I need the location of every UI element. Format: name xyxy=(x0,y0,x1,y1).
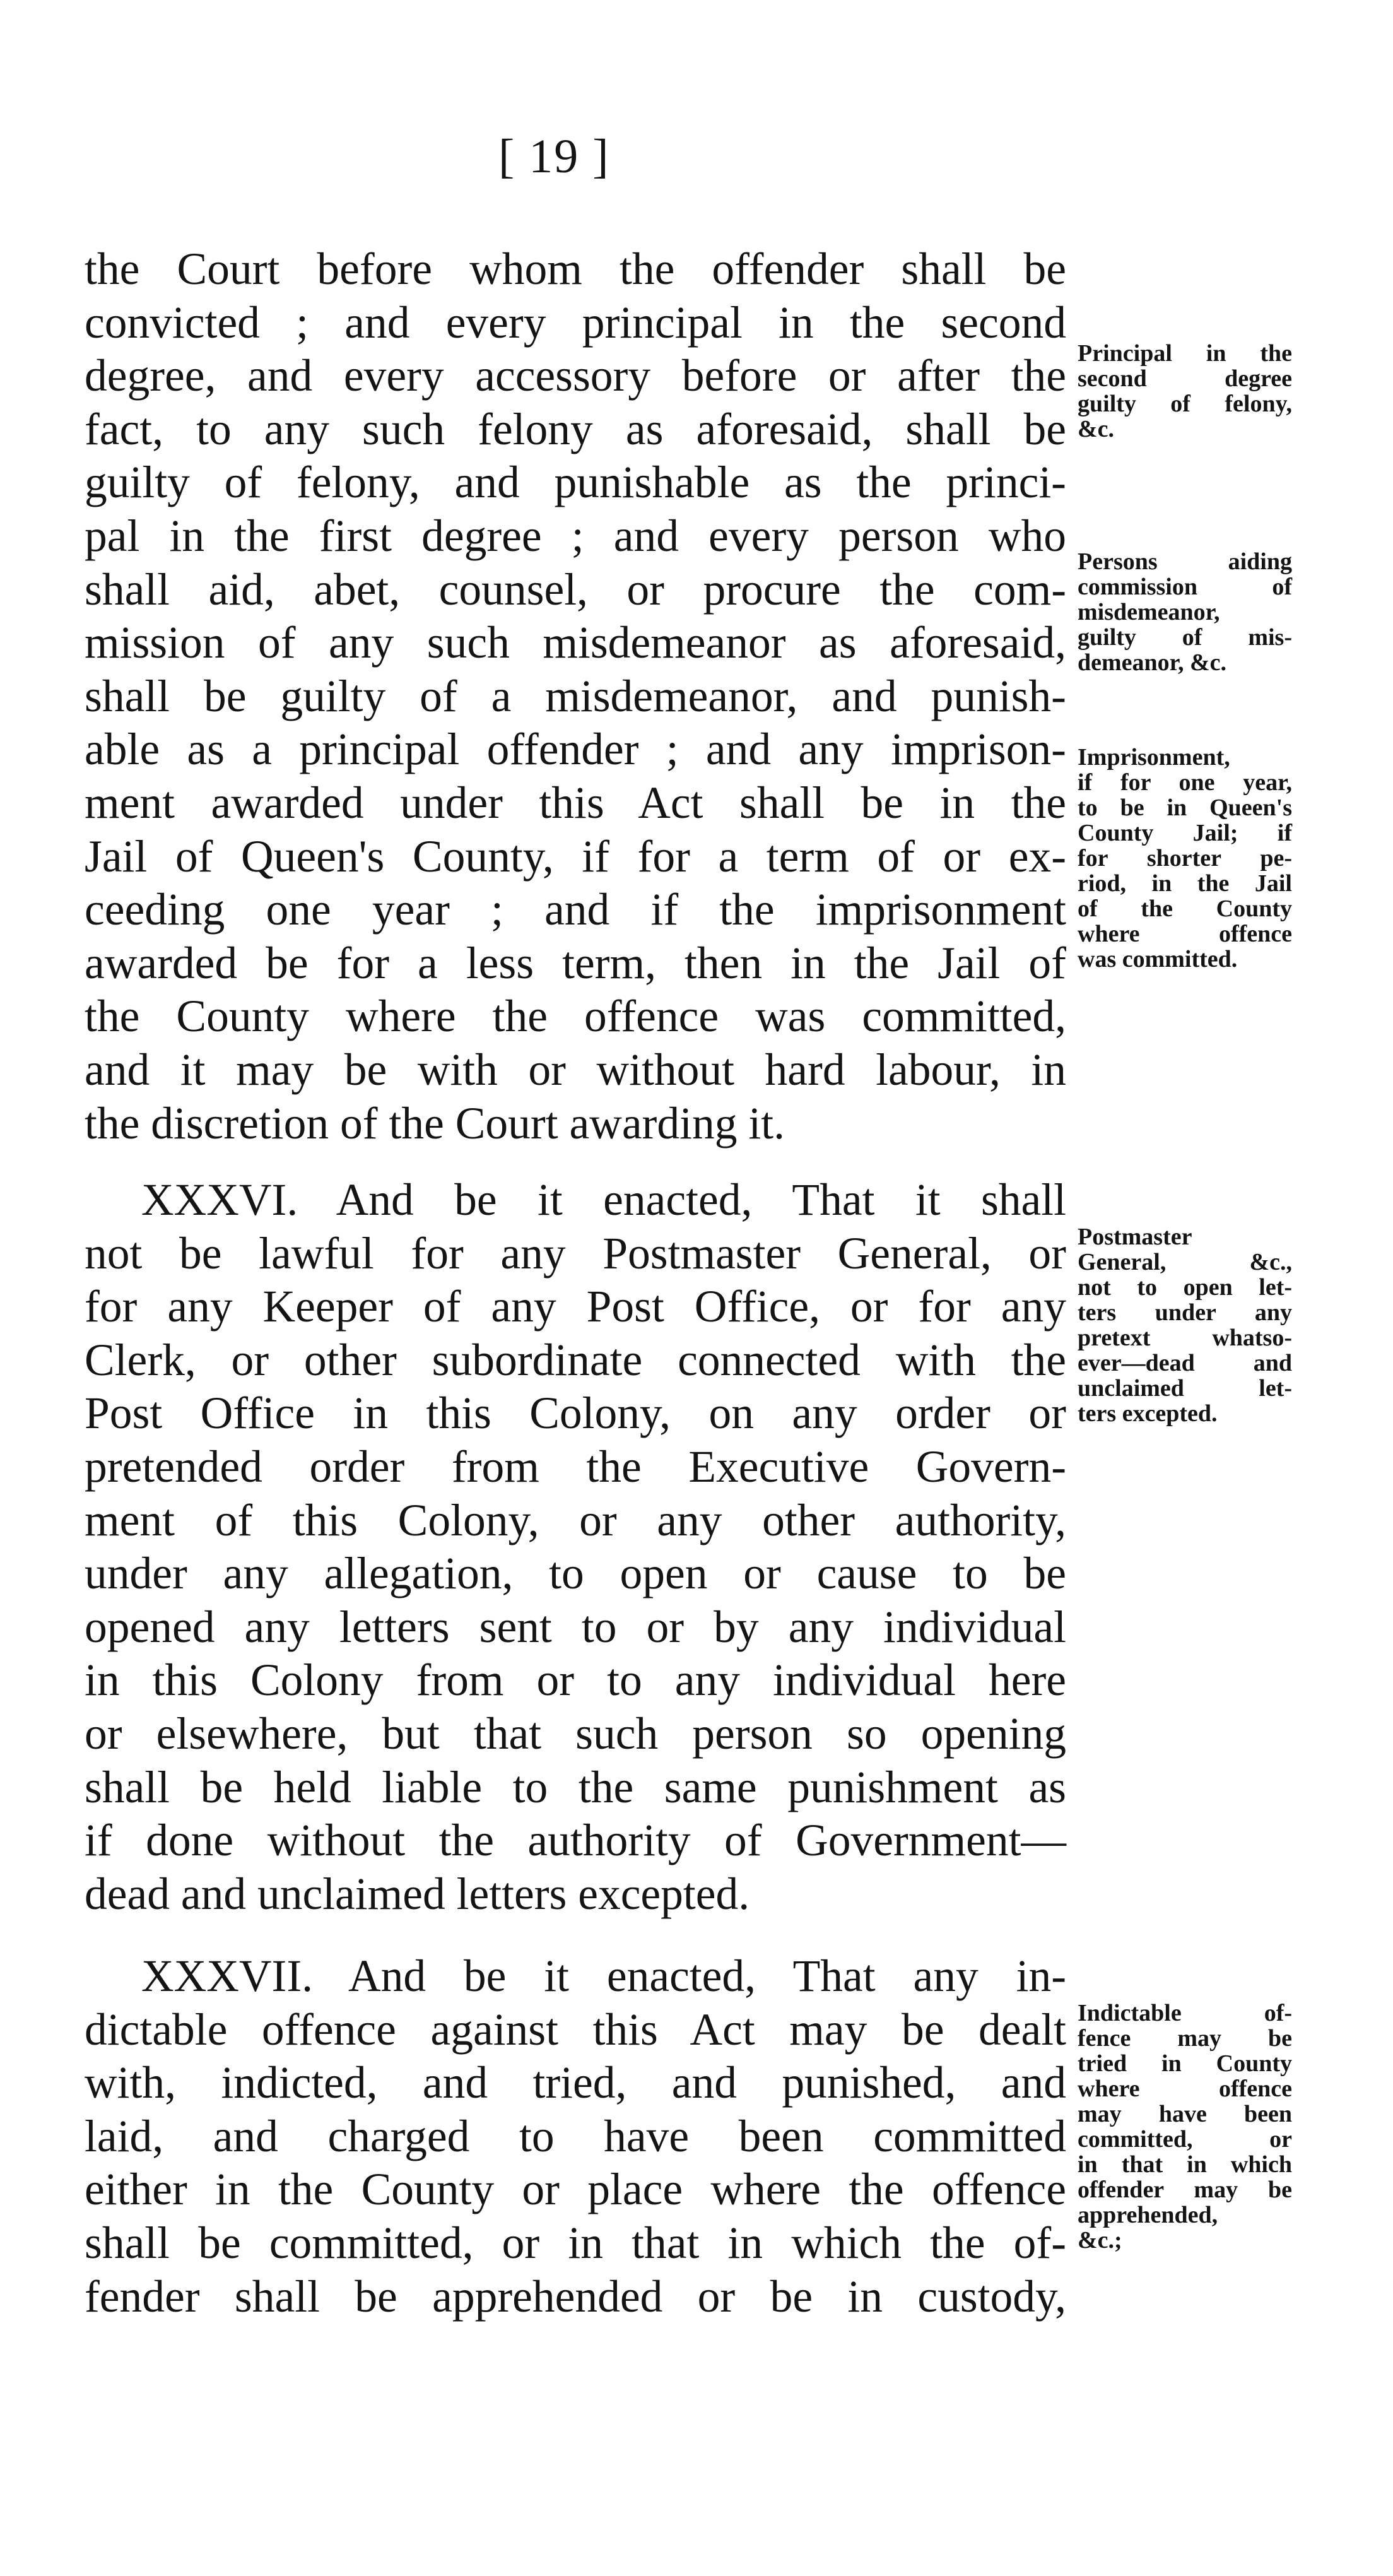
text-line: dictable offence against this Act may be dealt xyxy=(85,2004,1066,2055)
text-line: shall be committed, or in that in which the of- xyxy=(85,2218,1066,2268)
section-xxxvii xyxy=(85,1950,1066,2324)
margin-line: not to open let- xyxy=(1078,1274,1292,1301)
text-line: ment of this Colony, or any other authority, xyxy=(85,1495,1066,1545)
margin-line: &c. xyxy=(1078,416,1115,442)
page-number: [ 19 ] xyxy=(498,130,610,183)
text-line: shall be guilty of a misdemeanor, and punish- xyxy=(85,671,1066,721)
section-heading-line: XXXVI. And be it enacted, That it shall xyxy=(141,1175,1066,1225)
margin-line: where offence xyxy=(1078,921,1292,947)
margin-line: ters excepted. xyxy=(1078,1400,1218,1427)
margin-line: Postmaster xyxy=(1078,1224,1192,1250)
text-line: Clerk, or other subordinate connected with the xyxy=(85,1335,1066,1385)
margin-note-principal xyxy=(1078,341,1292,442)
margin-line: County Jail; if xyxy=(1078,820,1292,846)
text-line: dead and unclaimed letters excepted. xyxy=(85,1869,750,1919)
margin-note-indictable xyxy=(1078,2000,1292,2253)
margin-line: apprehended, xyxy=(1078,2202,1218,2228)
margin-line: pretext whatso- xyxy=(1078,1325,1292,1351)
text-line: under any allegation, to open or cause to be xyxy=(85,1549,1066,1599)
margin-line: second degree xyxy=(1078,365,1292,392)
text-line: in this Colony from or to any individual here xyxy=(85,1655,1066,1706)
margin-line: guilty of felony, xyxy=(1078,391,1292,417)
margin-line: to be in Queen's xyxy=(1078,795,1292,821)
margin-line: was committed. xyxy=(1078,946,1238,972)
text-line: and it may be with or without hard labour, in xyxy=(85,1044,1066,1095)
text-line: guilty of felony, and punishable as the princi- xyxy=(85,458,1066,508)
text-line: awarded be for a less term, then in the Jail of xyxy=(85,938,1066,988)
margin-line: committed, or xyxy=(1078,2126,1292,2153)
text-line: opened any letters sent to or by any individual xyxy=(85,1602,1066,1652)
section-xxxvi xyxy=(85,1174,1066,1921)
margin-line: offender may be xyxy=(1078,2177,1292,2203)
text-line: degree, and every accessory before or after the xyxy=(85,351,1066,401)
margin-line: Principal in the xyxy=(1078,340,1292,367)
margin-line: &c.; xyxy=(1078,2227,1122,2254)
margin-note-imprisonment xyxy=(1078,745,1292,972)
margin-line: Indictable of- xyxy=(1078,2000,1292,2026)
text-line: mission of any such misdemeanor as aforesaid, xyxy=(85,618,1066,668)
margin-line: riod, in the Jail xyxy=(1078,870,1292,897)
margin-note-persons-aiding xyxy=(1078,549,1292,675)
margin-line: may have been xyxy=(1078,2101,1292,2127)
text-line: shall aid, abet, counsel, or procure the com- xyxy=(85,564,1066,615)
text-line: pal in the first degree ; and every person who xyxy=(85,511,1066,561)
text-line: if done without the authority of Government— xyxy=(85,1816,1066,1866)
margin-line: tried in County xyxy=(1078,2050,1292,2077)
margin-line: fence may be xyxy=(1078,2025,1292,2052)
text-line: the County where the offence was committed, xyxy=(85,991,1066,1042)
text-line: Jail of Queen's County, if for a term of or ex- xyxy=(85,831,1066,882)
text-line: shall be held liable to the same punishment as xyxy=(85,1762,1066,1812)
text-line: for any Keeper of any Post Office, or for any xyxy=(85,1282,1066,1332)
margin-line: demeanor, &c. xyxy=(1078,649,1227,676)
margin-line: unclaimed let- xyxy=(1078,1375,1292,1402)
margin-line: commission of xyxy=(1078,574,1292,600)
text-line: the Court before whom the offender shall be xyxy=(85,244,1066,294)
margin-line: if for one year, xyxy=(1078,769,1292,796)
text-line: pretended order from the Executive Govern- xyxy=(85,1441,1066,1492)
text-line: Post Office in this Colony, on any order or xyxy=(85,1388,1066,1439)
text-line: fact, to any such felony as aforesaid, shall be xyxy=(85,404,1066,454)
margin-line: in that in which xyxy=(1078,2151,1292,2178)
margin-line: Imprisonment, xyxy=(1078,744,1230,771)
margin-line: ever—dead and xyxy=(1078,1350,1292,1376)
text-line: or elsewhere, but that such person so opening xyxy=(85,1708,1066,1759)
text-line: laid, and charged to have been committed xyxy=(85,2111,1066,2161)
margin-line: of the County xyxy=(1078,895,1292,922)
section-heading-line: XXXVII. And be it enacted, That any in- xyxy=(141,1951,1066,2001)
text-line: with, indicted, and tried, and punished, and xyxy=(85,2058,1066,2108)
text-line: the discretion of the Court awarding it. xyxy=(85,1098,785,1149)
margin-line: Persons aiding xyxy=(1078,548,1292,575)
text-line: ceeding one year ; and if the imprisonment xyxy=(85,885,1066,935)
margin-line: misdemeanor, xyxy=(1078,599,1220,625)
paragraph-continuation xyxy=(85,243,1066,1150)
margin-line: where offence xyxy=(1078,2076,1292,2102)
margin-line: ters under any xyxy=(1078,1299,1292,1326)
text-line: fender shall be apprehended or be in custody, xyxy=(85,2271,1066,2322)
text-line: ment awarded under this Act shall be in the xyxy=(85,777,1066,828)
margin-line: for shorter pe- xyxy=(1078,845,1292,871)
text-line: not be lawful for any Postmaster General, or xyxy=(85,1228,1066,1279)
text-line: either in the County or place where the offence xyxy=(85,2165,1066,2215)
text-line: convicted ; and every principal in the second xyxy=(85,297,1066,348)
text-line: able as a principal offender ; and any imprison- xyxy=(85,724,1066,775)
margin-note-postmaster xyxy=(1078,1224,1292,1426)
margin-line: guilty of mis- xyxy=(1078,624,1292,651)
margin-line: General, &c., xyxy=(1078,1249,1292,1275)
